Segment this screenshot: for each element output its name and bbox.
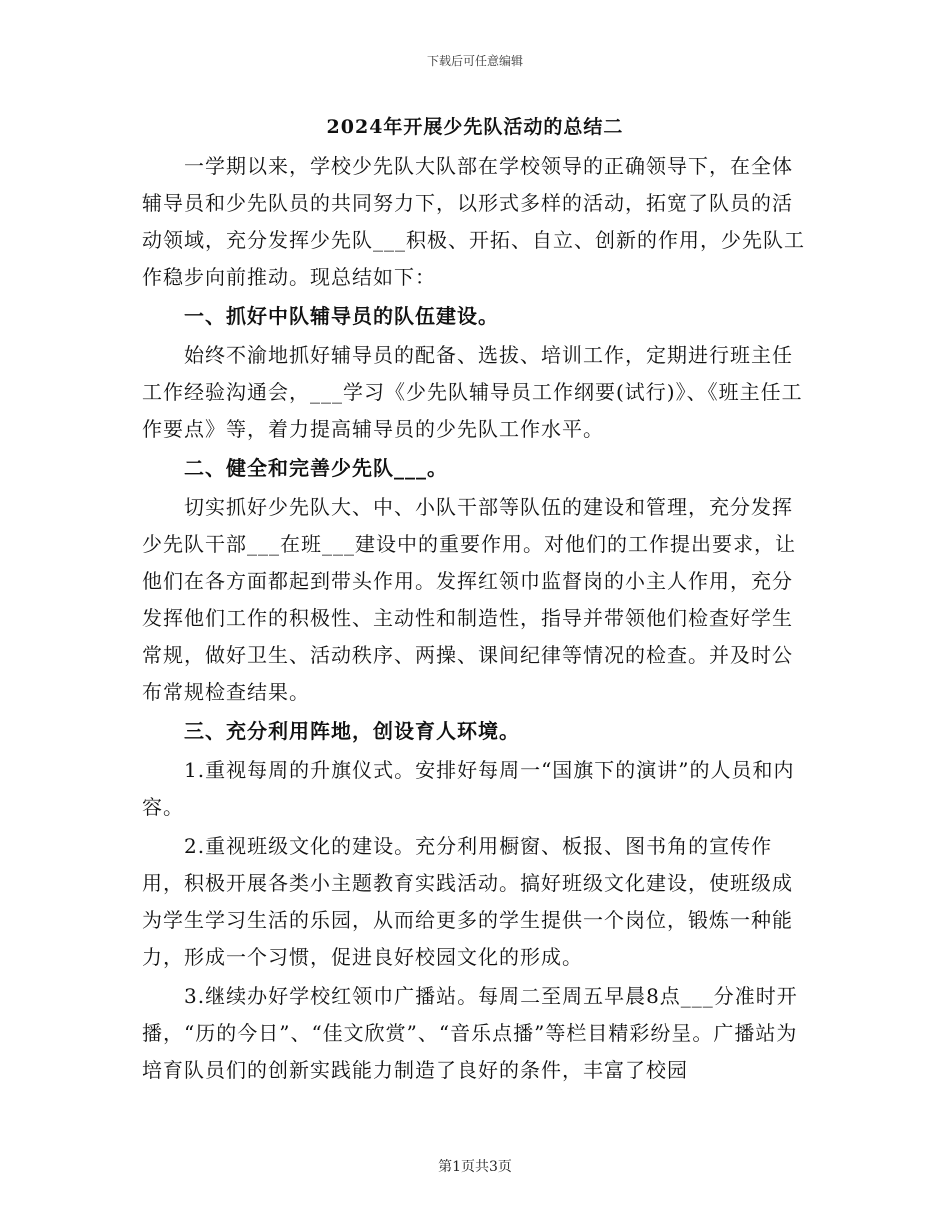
section-heading-2: 二、健全和完善少先队___。 bbox=[184, 456, 448, 480]
section-heading-1: 一、抓好中队辅导员的队伍建设。 bbox=[184, 304, 499, 328]
section-2-paragraph: 切实抓好少先队大、中、小队干部等队伍的建设和管理，充分发挥少先队干部___在班___建设中的重要作用。对他们的工作提出要求，让他们在各方面都起到带头作用。发挥红领巾监督岗的小主人作用，充分发挥他们工作的积极性、主动性和制造性，指导并带领他们检查好学生常规，做好卫生、活动秩序、两操、课间纪律等情况的检查。并及时公布常规检查结果。 bbox=[142, 495, 796, 704]
section-3-item-1: 1.重视每周的升旗仪式。安排好每周一“国旗下的演讲”的人员和内容。 bbox=[142, 758, 795, 819]
document-body bbox=[142, 148, 808, 1091]
document-title: 2024年开展少先队活动的总结二 bbox=[326, 116, 624, 138]
intro-paragraph: 一学期以来，学校少先队大队部在学校领导的正确领导下，在全体辅导员和少先队员的共同努力下，以形式多样的活动，拓宽了队员的活动领域，充分发挥少先队___积极、开拓、自立、创新的作用，少先队工作稳步向前推动。现总结如下： bbox=[142, 154, 805, 289]
section-1-paragraph: 始终不渝地抓好辅导员的配备、选拔、培训工作，定期进行班主任工作经验沟通会，___学习《少先队辅导员工作纲要(试行)》、《班主任工作要点》等，着力提高辅导员的少先队工作水平。 bbox=[142, 343, 803, 441]
section-3-item-2: 2.重视班级文化的建设。充分利用橱窗、板报、图书角的宣传作用，积极开展各类小主题教育实践活动。搞好班级文化建设，使班级成为学生学习生活的乐园，从而给更多的学生提供一个岗位，锻炼一种能力，形成一个习惯，促进良好校园文化的形成。 bbox=[142, 834, 793, 969]
section-3-item-3: 3.继续办好学校红领巾广播站。每周二至周五早晨8点___分准时开播，“历的今日”、“佳文欣赏”、“音乐点播”等栏目精彩纷呈。广播站为培育队员们的创新实践能力制造了良好的条件，丰富了校园 bbox=[142, 984, 798, 1082]
page-header-note: 下载后可任意编辑 bbox=[426, 54, 523, 68]
page-footer-number: 第1页共3页 bbox=[438, 1159, 512, 1175]
section-heading-3: 三、充分利用阵地，创设育人环境。 bbox=[184, 719, 520, 743]
